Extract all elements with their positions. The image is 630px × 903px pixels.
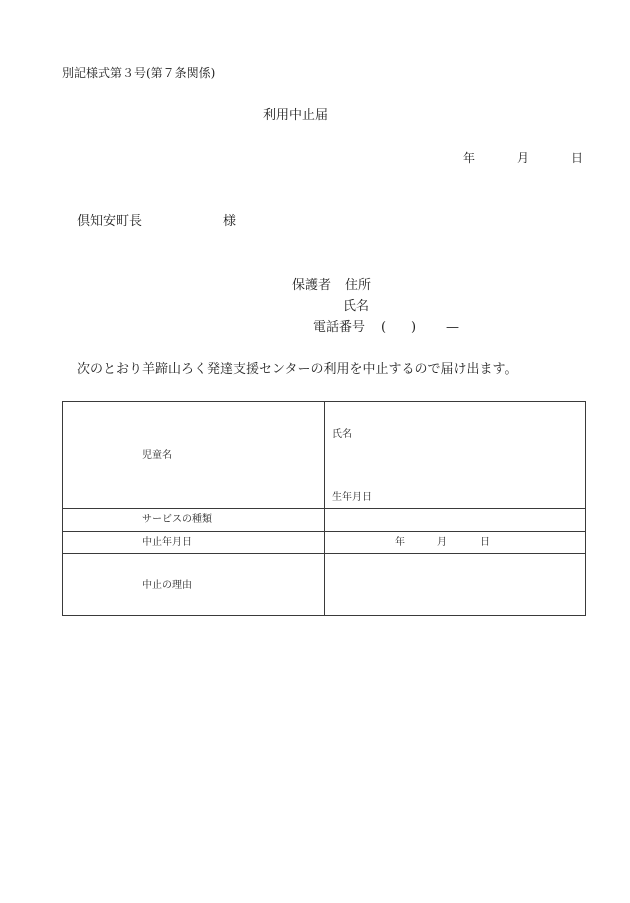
service-label: サービスの種類 [142, 514, 212, 525]
applicant-name-label: 氏名 [343, 299, 370, 314]
child-label-cell [63, 402, 325, 509]
form-reference: 別記様式第３号(第７条関係) [62, 66, 216, 80]
phone-label: 電話番号 [313, 320, 366, 335]
service-label-cell [63, 509, 325, 532]
form-title: 利用中止届 [263, 108, 329, 123]
child-label: 児童名 [142, 450, 172, 461]
stop-date-label-cell [63, 532, 325, 554]
date-month-label: 月 [517, 151, 530, 165]
stop-date-label: 中止年月日 [142, 537, 192, 548]
stop-date-value-cell [325, 532, 587, 554]
phone-open-paren: ( [381, 320, 387, 335]
reason-label: 中止の理由 [142, 580, 192, 591]
date-day-label: 日 [571, 151, 584, 165]
address-label: 住所 [345, 278, 372, 293]
guardian-label: 保護者 [292, 278, 332, 293]
phone-close-paren: ) [411, 320, 417, 335]
reason-label-cell [63, 554, 325, 615]
child-info-cell [325, 402, 587, 509]
phone-dash: — [446, 320, 459, 335]
date-year-label: 年 [463, 151, 476, 165]
stop-date-month-label: 月 [437, 537, 447, 548]
service-value-cell [325, 509, 587, 532]
child-name-label: 氏名 [332, 429, 352, 440]
addressee-name: 倶知安町長 [77, 214, 143, 229]
child-dob-label: 生年月日 [332, 492, 372, 503]
stop-date-day-label: 日 [480, 537, 490, 548]
stop-date-year-label: 年 [395, 537, 405, 548]
reason-value-cell [325, 554, 587, 615]
addressee-honorific: 様 [223, 214, 237, 229]
form-table [62, 401, 586, 616]
statement-text: 次のとおり羊蹄山ろく発達支援センターの利用を中止するので届け出ます。 [77, 362, 518, 377]
